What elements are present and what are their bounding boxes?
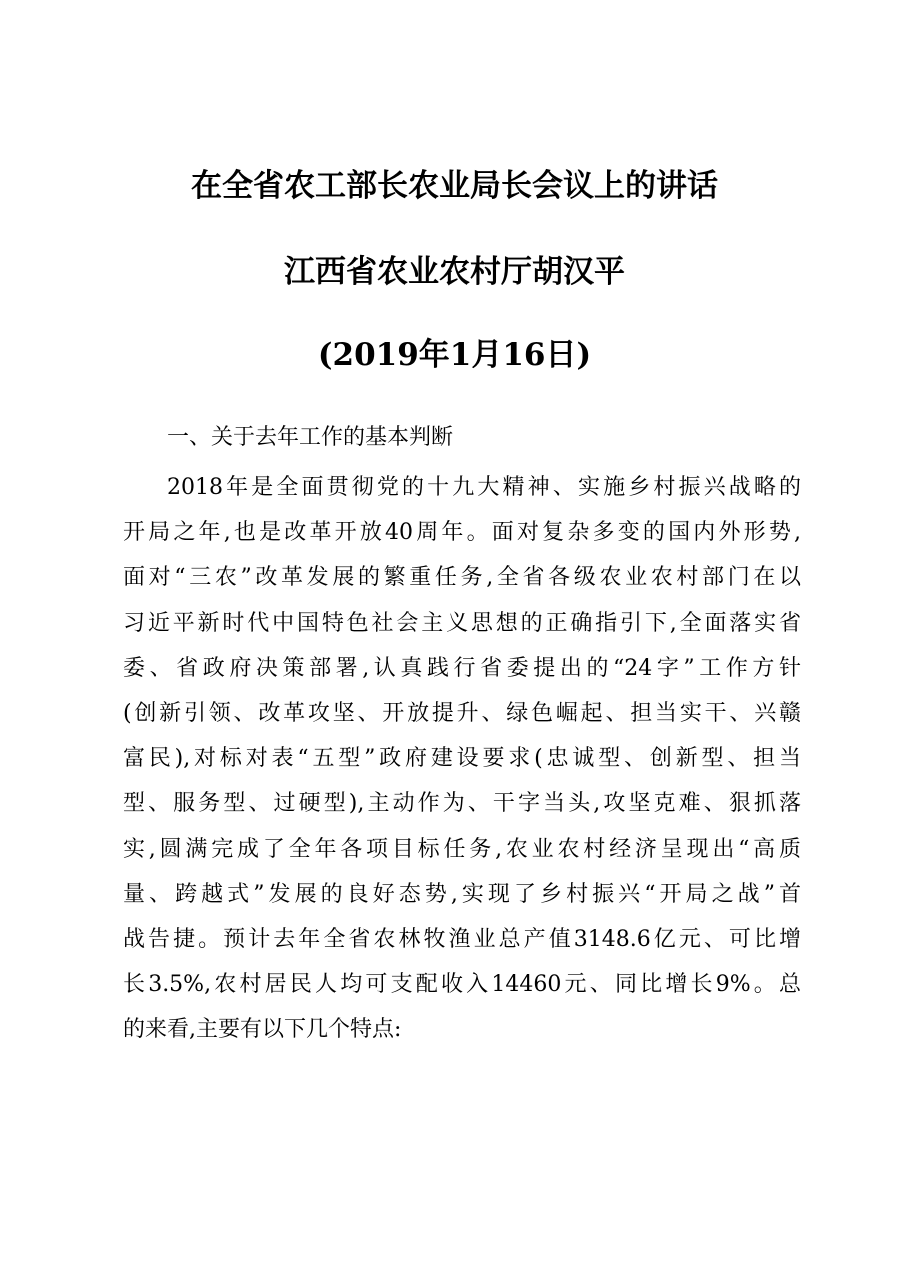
body-paragraph [123, 465, 801, 1052]
paragraph-line: 富民),对标对表“五型”政府建设要求(忠诚型、创新型、担当 [123, 746, 801, 772]
paragraph-line: 委、省政府决策部署,认真践行省委提出的“24字”工作方针 [123, 655, 801, 681]
section-heading: 一、关于去年工作的基本判断 [167, 425, 454, 450]
paragraph-line: 实,圆满完成了全年各项目标任务,农业农村经济呈现出“高质 [123, 836, 801, 862]
paragraph-line: 开局之年,也是改革开放40周年。面对复杂多变的国内外形势, [123, 520, 801, 546]
document-title: 在全省农工部长农业局长会议上的讲话 [191, 168, 718, 204]
document-date: (2019年1月16日) [317, 337, 592, 373]
paragraph-line: 长3.5%,农村居民人均可支配收入14460元、同比增长9%。总 [123, 972, 801, 998]
paragraph-line: 面对“三农”改革发展的繁重任务,全省各级农业农村部门在以 [123, 565, 801, 591]
paragraph-line: 2018年是全面贯彻党的十九大精神、实施乡村振兴战略的 [167, 475, 801, 500]
paragraph-line: 的来看,主要有以下几个特点: [123, 1017, 402, 1043]
paragraph-line: 量、跨越式”发展的良好态势,实现了乡村振兴“开局之战”首 [123, 881, 801, 907]
paragraph-line: 习近平新时代中国特色社会主义思想的正确指引下,全面落实省 [123, 610, 801, 636]
paragraph-line: 战告捷。预计去年全省农林牧渔业总产值3148.6亿元、可比增 [123, 926, 801, 952]
paragraph-line: (创新引领、改革攻坚、开放提升、绿色崛起、担当实干、兴赣 [123, 700, 801, 726]
document-author: 江西省农业农村厅胡汉平 [284, 254, 625, 290]
paragraph-line: 型、服务型、过硬型),主动作为、干字当头,攻坚克难、狠抓落 [123, 791, 801, 817]
